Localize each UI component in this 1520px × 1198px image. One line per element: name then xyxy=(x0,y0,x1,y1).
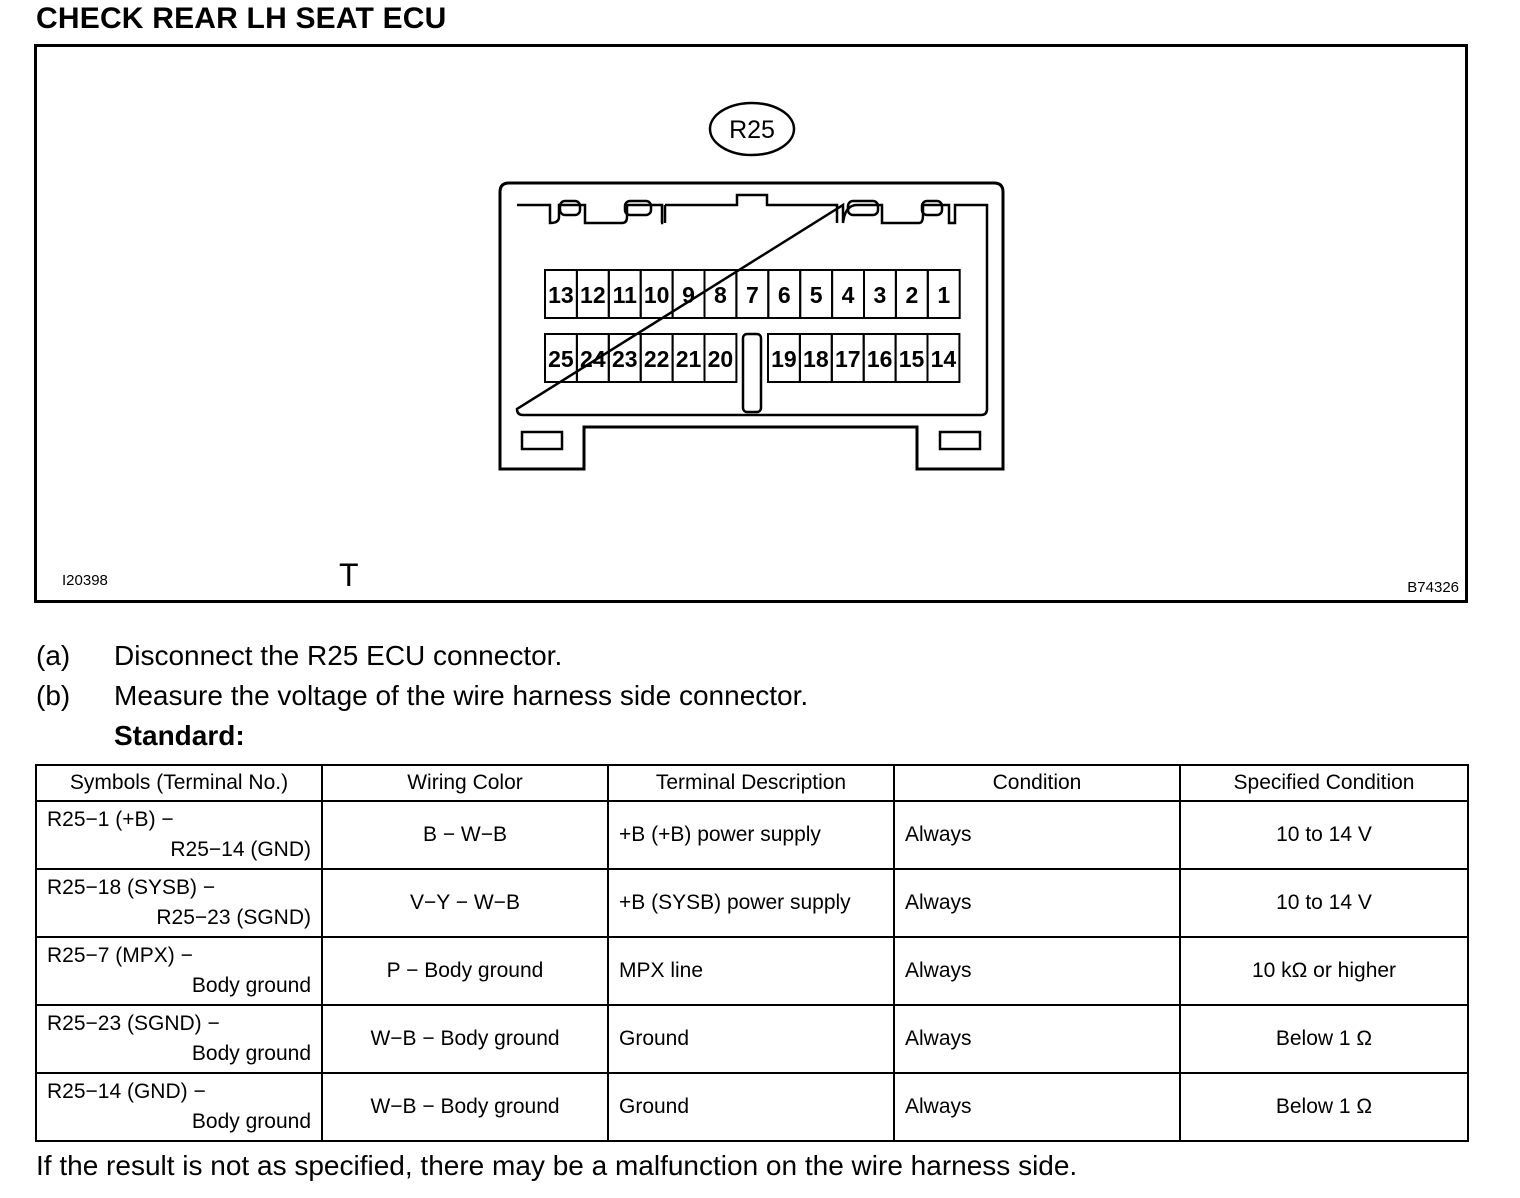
latch-slot xyxy=(922,201,942,215)
terminal-description-cell: Ground xyxy=(608,1073,894,1141)
table-row xyxy=(36,801,1468,869)
column-header: Terminal Description xyxy=(608,765,894,801)
terminal-pin xyxy=(896,334,928,382)
latch-slot xyxy=(848,201,878,215)
latch-slot xyxy=(625,201,651,215)
terminal-pin xyxy=(768,334,800,382)
step-label: (a) xyxy=(36,640,71,671)
terminal-pin xyxy=(928,270,960,318)
terminal-pin xyxy=(577,334,609,382)
terminal-pin xyxy=(641,334,673,382)
terminal-pin xyxy=(609,270,641,318)
terminal-number: 8 xyxy=(714,282,727,308)
table-row xyxy=(36,1073,1468,1141)
terminal-number: 24 xyxy=(580,346,606,372)
specified-condition-cell: Below 1 Ω xyxy=(1180,1005,1468,1073)
specified-condition-cell: 10 kΩ or higher xyxy=(1180,937,1468,1005)
specified-condition-cell: Below 1 Ω xyxy=(1180,1073,1468,1141)
connector-foot-right xyxy=(940,432,980,449)
step-text: Measure the voltage of the wire harness side connector. xyxy=(114,680,809,711)
terminal-pin xyxy=(705,270,737,318)
terminal-number: 15 xyxy=(898,346,925,372)
terminal-number: 20 xyxy=(707,346,734,372)
terminal-pin xyxy=(832,270,864,318)
wiring-color-cell: B − W−B xyxy=(322,801,608,869)
terminal-number: 11 xyxy=(612,282,637,308)
condition-cell: Always xyxy=(894,1005,1180,1073)
column-header: Symbols (Terminal No.) xyxy=(36,765,322,801)
specified-condition-cell: 10 to 14 V xyxy=(1180,801,1468,869)
symbol-cell: R25−1 (+B) − R25−14 (GND) xyxy=(36,801,322,869)
table-row xyxy=(36,1005,1468,1073)
connector-figure xyxy=(34,44,1468,603)
terminal-pin xyxy=(800,270,832,318)
terminal-description-cell: Ground xyxy=(608,1005,894,1073)
figure-id-left: I20398 xyxy=(62,572,108,589)
terminal-pin xyxy=(832,334,864,382)
condition-cell: Always xyxy=(894,801,1180,869)
terminal-number: 4 xyxy=(841,282,855,308)
table-header-row xyxy=(36,765,1468,801)
terminal-pin xyxy=(800,334,832,382)
spec-table xyxy=(35,764,1469,1142)
terminal-pin xyxy=(864,270,896,318)
wiring-color-cell: P − Body ground xyxy=(322,937,608,1005)
symbol-cell: R25−18 (SYSB) − R25−23 (SGND) xyxy=(36,869,322,937)
terminal-number: 22 xyxy=(643,346,670,372)
terminal-grid xyxy=(545,270,960,382)
terminal-number: 9 xyxy=(682,282,695,308)
connector-diagram xyxy=(37,47,1465,600)
column-header: Wiring Color xyxy=(322,765,608,801)
terminal-number: 21 xyxy=(675,346,702,372)
condition-cell: Always xyxy=(894,1073,1180,1141)
terminal-number: 3 xyxy=(873,282,887,308)
terminal-number: 10 xyxy=(643,282,670,308)
figure-id-right: B74326 xyxy=(1407,579,1459,596)
connector-housing xyxy=(500,183,1003,469)
terminal-pin xyxy=(705,334,737,382)
terminal-pin xyxy=(641,270,673,318)
terminal-number: 5 xyxy=(809,282,823,308)
terminal-number: 7 xyxy=(745,282,759,308)
specified-condition-cell: 10 to 14 V xyxy=(1180,869,1468,937)
terminal-number: 17 xyxy=(834,346,861,372)
symbol-cell: R25−7 (MPX) − Body ground xyxy=(36,937,322,1005)
terminal-pin xyxy=(673,334,705,382)
wiring-color-cell: W−B − Body ground xyxy=(322,1005,608,1073)
step-a xyxy=(36,640,562,672)
terminal-number: 14 xyxy=(930,346,957,372)
terminal-pin xyxy=(736,270,768,318)
terminal-number: 1 xyxy=(937,282,951,308)
figure-mark: T xyxy=(339,557,359,593)
terminal-pin xyxy=(577,270,609,318)
terminal-description-cell: +B (+B) power supply xyxy=(608,801,894,869)
step-b xyxy=(36,680,808,712)
table-row xyxy=(36,937,1468,1005)
terminal-number: 6 xyxy=(777,282,791,308)
wiring-color-cell: W−B − Body ground xyxy=(322,1073,608,1141)
latch-slot xyxy=(560,201,580,215)
terminal-pin xyxy=(928,334,960,382)
terminal-number: 25 xyxy=(548,346,574,372)
step-text: Disconnect the R25 ECU connector. xyxy=(114,640,563,671)
terminal-description-cell: MPX line xyxy=(608,937,894,1005)
standard-label: Standard: xyxy=(114,720,245,751)
terminal-number: 16 xyxy=(866,346,893,372)
terminal-pin xyxy=(545,270,577,318)
terminal-number: 19 xyxy=(771,346,797,372)
terminal-pin xyxy=(768,270,800,318)
terminal-number: 18 xyxy=(803,346,829,372)
symbol-cell: R25−14 (GND) − Body ground xyxy=(36,1073,322,1141)
condition-cell: Always xyxy=(894,869,1180,937)
terminal-number: 13 xyxy=(548,282,574,308)
terminal-pin xyxy=(896,270,928,318)
connector-label: R25 xyxy=(729,116,775,144)
column-header: Condition xyxy=(894,765,1180,801)
terminal-number: 23 xyxy=(611,346,638,372)
step-label: (b) xyxy=(36,680,71,711)
terminal-pin xyxy=(864,334,896,382)
connector-foot-left xyxy=(522,432,562,449)
page-title: CHECK REAR LH SEAT ECU xyxy=(36,2,447,35)
symbol-cell: R25−23 (SGND) − Body ground xyxy=(36,1005,322,1073)
result-note: If the result is not as specified, there may be a malfunction on the wire harness side. xyxy=(36,1150,1078,1181)
connector-key xyxy=(743,334,761,412)
table-row xyxy=(36,869,1468,937)
terminal-description-cell: +B (SYSB) power supply xyxy=(608,869,894,937)
wiring-color-cell: V−Y − W−B xyxy=(322,869,608,937)
terminal-number: 2 xyxy=(905,282,919,308)
terminal-number: 12 xyxy=(580,282,606,308)
column-header: Specified Condition xyxy=(1180,765,1468,801)
condition-cell: Always xyxy=(894,937,1180,1005)
